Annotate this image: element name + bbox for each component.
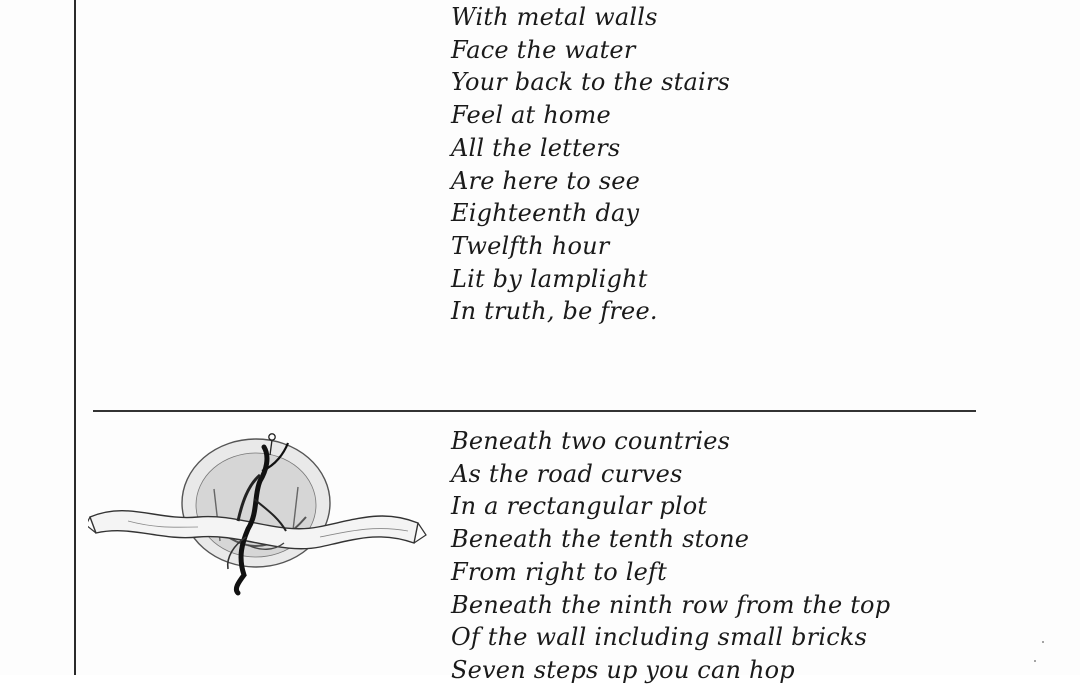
verse-line: With metal walls (451, 3, 658, 31)
verse-line: In truth, be free. (451, 297, 658, 326)
verse-line: From right to left (451, 557, 667, 586)
scan-speck (1034, 660, 1036, 662)
verse-line: Lit by lamplight (451, 264, 648, 293)
verse-line: Beneath two countries (451, 427, 731, 455)
verse-line: Beneath the tenth stone (451, 525, 750, 554)
verse-top (451, 1, 730, 328)
verse-bottom (451, 425, 890, 687)
verse-line: Feel at home (451, 101, 611, 130)
section-divider (93, 410, 976, 412)
verse-line: Twelfth hour (451, 231, 610, 260)
verse-line: Are here to see (451, 166, 641, 195)
verse-line: Of the wall including small bricks (451, 623, 868, 652)
verse-line: Face the water (451, 35, 636, 64)
verse-line: All the letters (451, 133, 621, 162)
scan-speck (1042, 641, 1044, 643)
verse-line: Your back to the stairs (451, 68, 731, 97)
verse-line: As the road curves (451, 459, 683, 488)
ribbon-emblem-figure-icon (88, 425, 428, 600)
verse-line: Seven steps up you can hop (451, 655, 795, 684)
left-border-rule (74, 0, 76, 675)
verse-line: Beneath the ninth row from the top (451, 590, 891, 619)
verse-line: In a rectangular plot (451, 492, 708, 521)
verse-line: Eighteenth day (451, 199, 640, 228)
